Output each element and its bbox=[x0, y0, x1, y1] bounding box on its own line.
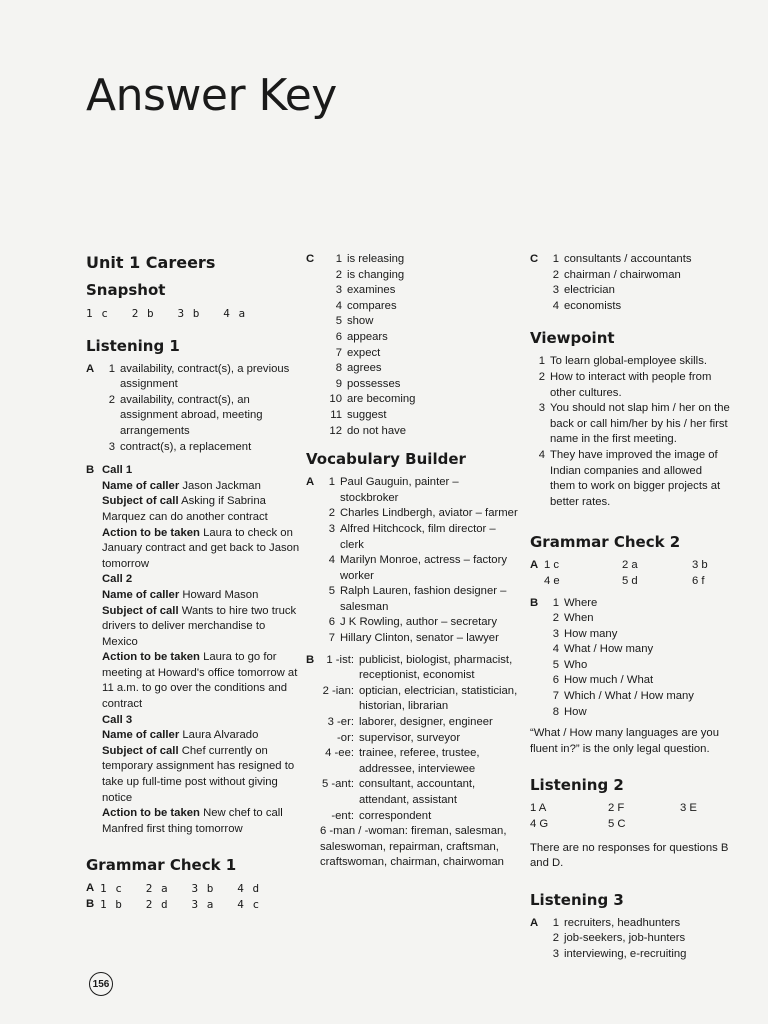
list-item: 8 How bbox=[530, 705, 730, 721]
list-item: 5 show bbox=[306, 314, 518, 330]
list-item-text: Which / What / How many bbox=[564, 690, 694, 703]
list-item-text: do not have bbox=[347, 424, 407, 437]
column-2 bbox=[306, 252, 518, 871]
grammar1-b: 1 b 2 d 3 a 4 c bbox=[100, 898, 261, 911]
list-item-text: What / How many bbox=[564, 643, 654, 656]
call-label: Call 3 bbox=[102, 713, 133, 726]
list-item: 4 Marilyn Monroe, actress – factory worker bbox=[306, 553, 518, 584]
list-item: 10 are becoming bbox=[306, 392, 518, 408]
column-3 bbox=[530, 252, 730, 963]
suffix-label: -or: bbox=[337, 731, 354, 744]
list-item-text: consultants / accountants bbox=[564, 253, 692, 265]
list-item-text: optician, electrician, statistician, historian, librarian bbox=[359, 684, 518, 713]
list-item-text: They have improved the image of Indian companies and allowed them to work on bigger projects at better rates. bbox=[550, 448, 721, 508]
listening2-note: There are no responses for questions B and D. bbox=[530, 841, 729, 870]
list-item-text: Hillary Clinton, senator – lawyer bbox=[340, 632, 499, 645]
list-item-text: is changing bbox=[347, 268, 405, 281]
list-item: 3 examines bbox=[306, 283, 518, 299]
list-item-text: Charles Lindbergh, aviator – farmer bbox=[340, 507, 518, 520]
list-item-text: Alfred Hitchcock, film director – clerk bbox=[340, 522, 496, 551]
list-item-text: laborer, designer, engineer bbox=[359, 716, 493, 729]
grammar2-note: “What / How many languages are you fluent in?” is the only legal question. bbox=[530, 727, 720, 755]
list-item: 6 J K Rowling, author – secretary bbox=[306, 615, 518, 631]
list-item: B 1 Where bbox=[530, 596, 730, 612]
list-item-text: You should not slap him / her on the back or call him/her by his / her first name in the first meeting. bbox=[550, 402, 730, 446]
list-item-text: consultant, accountant, attendant, assistant bbox=[359, 778, 476, 806]
list-item-text: are becoming bbox=[347, 393, 416, 406]
list-item bbox=[306, 653, 518, 684]
section-letter: B bbox=[86, 898, 95, 910]
list-item: 7 Hillary Clinton, senator – lawyer bbox=[306, 631, 518, 647]
list-item-text: suggest bbox=[347, 408, 387, 421]
vocab-heading: Vocabulary Builder bbox=[306, 450, 466, 469]
vocab-b6-text: fireman, salesman, saleswoman, repairman, craftsman, craftswoman, chairman, chairwoman bbox=[320, 825, 507, 869]
suffix-label: -ent: bbox=[331, 809, 354, 822]
list-item: 11 suggest bbox=[306, 408, 518, 424]
viewpoint-list bbox=[530, 354, 730, 510]
list-item: availability, contract(s), a previous assignment bbox=[120, 362, 290, 391]
list-item: 3 electrician bbox=[530, 283, 730, 299]
list-item bbox=[306, 809, 518, 825]
list-item-text: J K Rowling, author – secretary bbox=[340, 616, 497, 629]
snapshot-answers: 1 c 2 b 3 b 4 a bbox=[86, 307, 247, 320]
list-item-text: agrees bbox=[347, 362, 382, 375]
list-item: 3 How many bbox=[530, 627, 730, 643]
list-item-text: When bbox=[564, 612, 594, 625]
suffix-label: 1 -ist: bbox=[326, 653, 354, 666]
list-item-text: publicist, biologist, pharmacist, receptionist, economist bbox=[359, 653, 513, 682]
list-item: 7 expect bbox=[306, 346, 518, 362]
section-letter: A bbox=[530, 916, 539, 929]
list-item-text: examines bbox=[347, 284, 396, 297]
list-item: 4 economists bbox=[530, 299, 730, 315]
list-item: 6 appears bbox=[306, 330, 518, 346]
vocab-b6-label: 6 -man / -woman: bbox=[320, 825, 408, 838]
list-item-text: economists bbox=[564, 299, 622, 312]
list-item: 9 possesses bbox=[306, 377, 518, 393]
list-item-text: Marilyn Monroe, actress – factory worker bbox=[340, 554, 507, 582]
unit-heading: Unit 1 Careers bbox=[86, 253, 216, 272]
list-item-text: possesses bbox=[347, 377, 401, 390]
section-letter: C bbox=[530, 253, 539, 265]
column-1 bbox=[86, 252, 304, 913]
suffix-label: 2 -ian: bbox=[322, 684, 354, 697]
list-item-text: recruiters, headhunters bbox=[564, 916, 681, 929]
list-item-text: How bbox=[564, 705, 587, 718]
list-item-text: supervisor, surveyor bbox=[359, 731, 461, 744]
list-item bbox=[306, 715, 518, 731]
list-item: 5 Who bbox=[530, 658, 730, 674]
list-item: 4 They have improved the image of Indian companies and allowed them to work on bigger projects at better rates. bbox=[530, 448, 730, 510]
grammar2-heading: Grammar Check 2 bbox=[530, 533, 681, 552]
col3-c-list bbox=[530, 252, 730, 314]
list-item-text: To learn global-employee skills. bbox=[550, 355, 707, 368]
list-item-text: Where bbox=[564, 596, 598, 609]
list-item-text: expect bbox=[347, 346, 381, 359]
list-item-text: appears bbox=[347, 330, 388, 343]
list-item: C 1 consultants / accountants bbox=[530, 252, 730, 268]
list-item: A 1 Paul Gauguin, painter – stockbroker bbox=[306, 475, 518, 506]
list-item-text: compares bbox=[347, 299, 397, 312]
list-item-text: Paul Gauguin, painter – stockbroker bbox=[340, 476, 459, 504]
list-item bbox=[306, 684, 518, 715]
listening2-heading: Listening 2 bbox=[530, 776, 624, 795]
list-item-text: How many bbox=[564, 627, 618, 640]
grammar1-heading: Grammar Check 1 bbox=[86, 856, 237, 875]
list-item bbox=[306, 731, 518, 747]
list-item: A 1 recruiters, headhunters bbox=[530, 916, 730, 932]
list-item: contract(s), a replacement bbox=[120, 440, 252, 453]
section-letter: B bbox=[306, 653, 315, 666]
vocab-b-list bbox=[306, 653, 518, 825]
grammar2-a-grid: 1 c 2 a 3 b 4 e 5 d 6 f bbox=[544, 559, 708, 587]
page-title: Answer Key bbox=[86, 70, 337, 121]
snapshot-heading: Snapshot bbox=[86, 281, 166, 299]
list-item bbox=[306, 777, 518, 808]
list-item: 7 Which / What / How many bbox=[530, 689, 730, 705]
section-letter: A bbox=[530, 559, 539, 572]
section-letter: A bbox=[306, 476, 315, 489]
list-item: 3 Alfred Hitchcock, film director – clerk bbox=[306, 522, 518, 553]
suffix-label: 4 -ee: bbox=[325, 747, 354, 760]
list-item-text: show bbox=[347, 315, 374, 328]
col2-c-list bbox=[306, 252, 518, 439]
vocab-a-list bbox=[306, 475, 518, 647]
list-item: 2 When bbox=[530, 611, 730, 627]
list-item: 5 Ralph Lauren, fashion designer – salesman bbox=[306, 584, 518, 615]
section-letter: B bbox=[86, 464, 95, 477]
list-item bbox=[306, 746, 518, 777]
listening1-a: A 1 availability, contract(s), a previous assignment 2 availability, contract(s), an assignment abroad, meeting arrangements 3 contract(s), a replacement bbox=[86, 362, 304, 456]
list-item-text: electrician bbox=[564, 284, 615, 297]
section-letter: C bbox=[306, 253, 315, 265]
call-label: Call 1 bbox=[102, 464, 133, 477]
list-item: 1 To learn global-employee skills. bbox=[530, 354, 730, 370]
list-item-text: trainee, referee, trustee, addressee, interviewee bbox=[359, 747, 480, 775]
list-item: 12 do not have bbox=[306, 424, 518, 440]
grammar1-a: 1 c 2 a 3 b 4 d bbox=[100, 882, 261, 896]
list-item: 6 How much / What bbox=[530, 673, 730, 689]
listening3-heading: Listening 3 bbox=[530, 890, 624, 909]
list-item-text: job-seekers, job-hunters bbox=[564, 932, 686, 945]
list-item-text: How to interact with people from other cultures. bbox=[550, 370, 712, 399]
listening3-a-list bbox=[530, 916, 730, 963]
list-item: 2 How to interact with people from other cultures. bbox=[530, 370, 730, 401]
listening1-heading: Listening 1 bbox=[86, 336, 180, 355]
list-item: 3 You should not slap him / her on the back or call him/her by his / her first name in the first meeting. bbox=[530, 401, 730, 448]
list-item-text: interviewing, e-recruiting bbox=[564, 948, 687, 960]
list-item: 2 Charles Lindbergh, aviator – farmer bbox=[306, 506, 518, 522]
list-item: 2 chairman / chairwoman bbox=[530, 268, 730, 284]
call-label: Call 2 bbox=[102, 573, 133, 586]
listening1-b: B Call 1 Name of caller Jason Jackman Subject of call Asking if Sabrina Marquez can do another contract Action to be taken Laura to check on January contract and get back to Jason tomorrow Call 2 Name of caller Howard Mason Subject of call Wants to hire two truck drivers to deliver merchandise to Mexico Action to be taken Laura to go for meeting at Howard's office tomorrow at 11 a.m. to go over the conditions and contract Call 3 Name of caller Laura Alvarado Subject of call Chef currently on temporary assignment has resigned to take up full-time post without giving notice Action to be taken New chef to call Manfred first thing tomorrow bbox=[86, 463, 304, 837]
list-item: 2 job-seekers, job-hunters bbox=[530, 931, 730, 947]
suffix-label: 3 -er: bbox=[327, 716, 354, 729]
list-item-text: Who bbox=[564, 658, 588, 671]
list-item: 3 interviewing, e-recruiting bbox=[530, 947, 730, 963]
section-letter: B bbox=[530, 596, 539, 609]
listening2-grid: 1 A 2 F 3 E 4 G 5 C bbox=[530, 802, 697, 831]
section-letter: A bbox=[86, 362, 95, 375]
list-item: availability, contract(s), an assignment abroad, meeting arrangements bbox=[120, 393, 263, 437]
viewpoint-heading: Viewpoint bbox=[530, 329, 615, 348]
list-item-text: Ralph Lauren, fashion designer – salesman bbox=[340, 585, 507, 613]
list-item-text: How much / What bbox=[564, 674, 654, 687]
suffix-label: 5 -ant: bbox=[321, 778, 354, 791]
list-item-text: correspondent bbox=[359, 809, 432, 822]
list-item: 8 agrees bbox=[306, 361, 518, 377]
list-item: C 1 is releasing bbox=[306, 252, 518, 268]
list-item-text: is releasing bbox=[347, 253, 405, 265]
list-item: 4 What / How many bbox=[530, 642, 730, 658]
page-number: 156 bbox=[89, 972, 113, 996]
list-item-text: chairman / chairwoman bbox=[564, 268, 681, 281]
section-letter: A bbox=[86, 882, 95, 895]
list-item: 2 is changing bbox=[306, 268, 518, 284]
list-item: 4 compares bbox=[306, 299, 518, 315]
grammar2-b-list bbox=[530, 596, 730, 721]
